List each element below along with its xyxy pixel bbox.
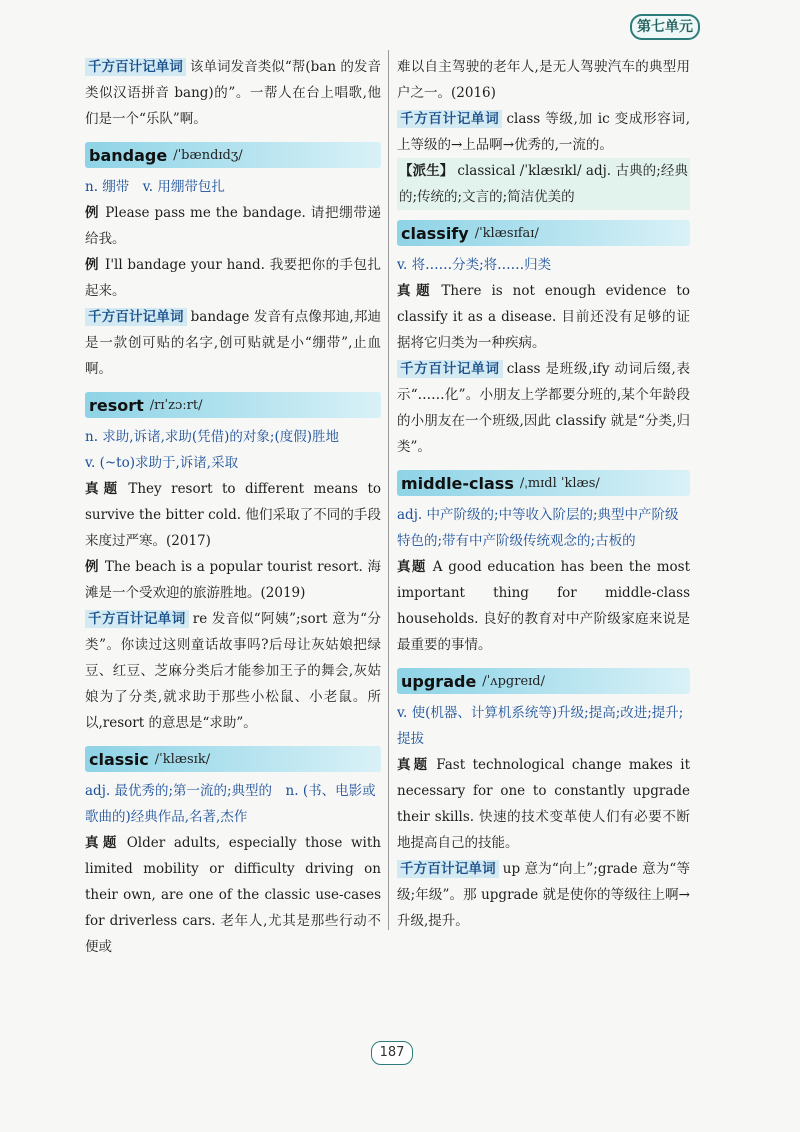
tip-label: 千方百计记单词	[397, 860, 499, 878]
example-label: 例	[85, 257, 99, 273]
example-text: The beach is a popular tourist resort. 海滩是一个受欢迎的旅游胜地。(2019)	[85, 559, 382, 601]
phonetic: /ˈklæsɪfaɪ/	[474, 225, 539, 241]
headword-bar-bandage	[85, 142, 381, 168]
tip-text: class 是班级,ify 动词后缀,表示“……化”。小朋友上学都要分班的,某个年龄段的小朋友在一个班级,因此 classify 就是“分类,归类”。	[397, 361, 691, 455]
unit-tag: 第七单元	[630, 14, 700, 40]
headword-bar-classify	[397, 220, 690, 246]
tip-label: 千方百计记单词	[85, 58, 186, 76]
example-label: 真题	[85, 835, 121, 851]
definition: n. 绷带 v. 用绷带包扎	[85, 179, 225, 195]
memory-tip	[85, 606, 381, 736]
left-column	[85, 54, 381, 960]
phonetic: /ˌmɪdl ˈklæs/	[519, 475, 600, 491]
example-text: I'll bandage your hand. 我要把你的手包扎起来。	[85, 257, 382, 299]
headword-bar-middle-class	[397, 470, 690, 496]
tip-label: 千方百计记单词	[85, 308, 187, 326]
column-divider	[388, 50, 389, 930]
definition: v. 将……分类;将……归类	[397, 257, 552, 273]
headword: classic	[89, 749, 149, 769]
phonetic: /rɪˈzɔːrt/	[149, 397, 203, 413]
example	[85, 200, 381, 252]
definition: v. (~to)求助于,诉诸,采取	[85, 455, 239, 471]
definition: v. 使(机器、计算机系统等)升级;提高;改进;提升;提拔	[397, 705, 684, 747]
tip-label: 千方百计记单词	[397, 110, 502, 128]
example-text: Fast technological change makes it necessary for one to constantly upgrade their skills. 快速的技术变革使人们有必要不断地提高自己的技能。	[397, 757, 690, 851]
continued-text: 难以自主驾驶的老年人,是无人驾驶汽车的典型用户之一。(2016)	[397, 59, 690, 101]
headword: resort	[89, 395, 144, 415]
memory-tip	[397, 106, 690, 158]
example-label: 例	[85, 205, 100, 221]
right-column	[397, 54, 690, 934]
headword: upgrade	[401, 671, 477, 691]
phonetic: /ˈʌpgreɪd/	[482, 673, 546, 689]
memory-tip	[397, 856, 690, 934]
tip-label: 千方百计记单词	[85, 610, 189, 628]
tip-text: up 意为“向上”;grade 意为“等级;年级”。那 upgrade 就是使你的等级往上啊→升级,提升。	[397, 861, 691, 929]
headword: classify	[401, 223, 469, 243]
derivation	[397, 158, 690, 210]
tip-text: class 等级,加 ic 变成形容词,上等级的→上品啊→优秀的,一流的。	[397, 111, 691, 153]
memory-tip	[397, 356, 690, 460]
headword-bar-classic	[85, 746, 381, 772]
example-label: 真题	[85, 481, 123, 497]
headword: middle-class	[401, 473, 514, 493]
example-label: 例	[85, 559, 99, 575]
headword-bar-resort	[85, 392, 381, 418]
example-text: Please pass me the bandage. 请把绷带递给我。	[85, 205, 382, 247]
definition: n. 求助,诉诸,求助(凭借)的对象;(度假)胜地	[85, 429, 339, 445]
headword-bar-upgrade	[397, 668, 690, 694]
example-text: They resort to different means to survive the bitter cold. 他们采取了不同的手段来度过严寒。(2017)	[85, 481, 381, 549]
example	[85, 830, 381, 960]
example-text: Older adults, especially those with limited mobility or difficulty driving on their own, are one of the classic use-cases for driverless cars. 老年人,尤其是那些行动不便或	[85, 835, 381, 955]
phonetic: /ˈbændɪdʒ/	[173, 147, 243, 163]
derivation-label: 【派生】	[399, 163, 454, 179]
page-number: 187	[371, 1041, 413, 1065]
phonetic: /ˈklæsɪk/	[154, 751, 211, 767]
example-label: 真题	[397, 757, 431, 773]
definition: adj. 最优秀的;第一流的;典型的 n. (书、电影或歌曲的)经典作品,名著,杰作	[85, 783, 376, 825]
tip-label: 千方百计记单词	[397, 360, 503, 378]
example	[397, 752, 690, 856]
example-label: 真题	[397, 559, 427, 575]
tip-band	[85, 54, 381, 132]
example-text: A good education has been the most important thing for middle-class households. 良好的教育对中产阶级家庭来说是最重要的事情。	[397, 559, 691, 653]
example	[397, 278, 690, 356]
example	[397, 554, 690, 658]
tip-text: 该单词发音类似“帮(ban 的发音类似汉语拼音 bang)的”。一帮人在台上唱歌,他们是一个“乐队”啊。	[85, 59, 381, 127]
example-text: There is not enough evidence to classify it as a disease. 目前还没有足够的证据将它归类为一种疾病。	[397, 283, 690, 351]
tip-text: bandage 发音有点像邦迪,邦迪是一款创可贴的名字,创可贴就是小“绷带”,止血啊。	[85, 309, 382, 377]
tip-text: re 发音似“阿姨”;sort 意为“分类”。你读过这则童话故事吗?后母让灰姑娘把绿豆、红豆、芝麻分类后才能参加王子的舞会,灰姑娘为了分类,就求助于那些小松鼠、小老鼠。所以,resort 的意思是“求助”。	[85, 611, 382, 731]
example	[85, 252, 381, 304]
example	[85, 554, 381, 606]
example-label: 真题	[397, 283, 436, 299]
headword: bandage	[89, 145, 168, 165]
derivation-text: classical /ˈklæsɪkl/ adj. 古典的;经典的;传统的;文言的;简洁优美的	[399, 163, 689, 205]
example	[85, 476, 381, 554]
memory-tip	[85, 304, 381, 382]
definition: adj. 中产阶级的;中等收入阶层的;典型中产阶级特色的;带有中产阶级传统观念的;古板的	[397, 507, 679, 549]
